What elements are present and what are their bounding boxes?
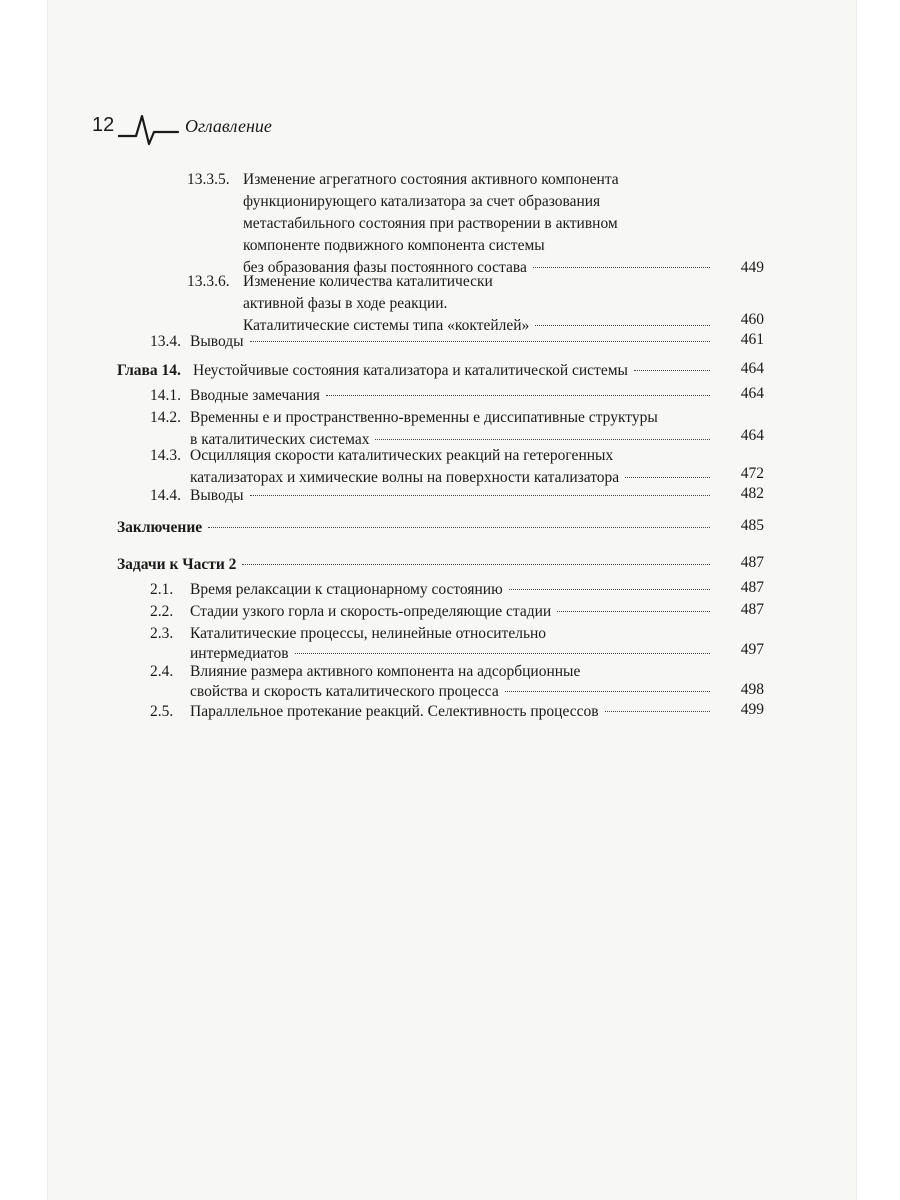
dot-leader <box>505 691 710 692</box>
toc-page-number: 461 <box>740 331 764 348</box>
dot-leader <box>535 325 710 326</box>
toc-entry-number: 14.1. <box>150 387 181 404</box>
dot-leader <box>634 370 710 371</box>
toc-page-number: 464 <box>740 360 764 377</box>
toc-entry-number: 14.4. <box>150 487 181 504</box>
toc-page-number: 487 <box>740 601 764 618</box>
dot-leader <box>250 495 710 496</box>
toc-page-number: 487 <box>740 579 764 596</box>
dot-leader <box>533 267 710 268</box>
toc-entry-title: Осцилляция скорости каталитических реакций на гетерогенных <box>190 447 614 464</box>
toc-entry-title: Выводы <box>190 487 244 504</box>
dot-leader <box>509 589 710 590</box>
toc-entry-number: 2.5. <box>150 703 174 720</box>
toc-entry-title: Изменение количества каталитически <box>243 273 493 290</box>
toc-entry-number: Глава 14. <box>117 362 181 379</box>
dot-leader <box>208 527 710 528</box>
toc-entry-title: Каталитические системы типа «коктейлей» <box>243 317 530 334</box>
toc-entry-title: Временны е и пространственно-временны е диссипативные структуры <box>190 409 658 426</box>
toc-entry-title: Задачи к Части 2 <box>117 556 237 573</box>
toc-entry-number: 14.3. <box>150 447 181 464</box>
toc-entry-title: Выводы <box>190 333 244 350</box>
toc-entry-title: функционирующего катализатора за счет образования <box>243 193 601 210</box>
page-header <box>92 108 392 148</box>
toc-entry-title: Неустойчивые состояния катализатора и каталитической системы <box>193 362 628 379</box>
dot-leader <box>326 395 710 396</box>
toc-page-number: 472 <box>740 465 764 482</box>
toc-entry-number: 2.3. <box>150 625 174 642</box>
toc-page-number: 499 <box>740 701 764 718</box>
toc-page-number: 464 <box>740 427 764 444</box>
heartbeat-pulse-icon <box>118 108 184 148</box>
toc-entry-title: метастабильного состояния при растворении в активном <box>243 215 618 232</box>
toc-page-number: 449 <box>740 259 764 276</box>
toc-entry-title: Время релаксации к стационарному состоянию <box>190 581 503 598</box>
toc-entry-title: катализаторах и химические волны на поверхности катализатора <box>190 469 620 486</box>
dot-leader <box>557 611 710 612</box>
toc-entry-title: свойства и скорость каталитического процесса <box>190 683 499 700</box>
toc-entry-title: без образования фазы постоянного состава <box>243 259 527 276</box>
dot-leader <box>375 439 710 440</box>
toc-page-number: 460 <box>740 311 764 328</box>
toc-page-number: 498 <box>740 681 764 698</box>
toc-entry-title: Изменение агрегатного состояния активного компонента <box>243 171 619 188</box>
toc-entry-title: Вводные замечания <box>190 387 320 404</box>
toc-entry-title: Каталитические процессы, нелинейные относительно <box>190 625 547 642</box>
running-title: Оглавление <box>185 116 272 136</box>
page-number: 12 <box>92 114 115 136</box>
toc-entry-number: 13.3.5. <box>187 171 230 188</box>
toc-entry-title: активной фазы в ходе реакции. <box>243 295 448 312</box>
toc-entry-number: 13.3.6. <box>187 273 230 290</box>
toc-entry-title: в каталитических системах <box>190 431 370 448</box>
toc-entry-title: компоненте подвижного компонента системы <box>243 237 545 254</box>
toc-entry-title: интермедиатов <box>190 645 289 662</box>
toc-entry-number: 2.2. <box>150 603 174 620</box>
toc-entry-title: Заключение <box>117 519 203 536</box>
toc-page-number: 482 <box>740 485 764 502</box>
dot-leader <box>250 341 710 342</box>
dot-leader <box>605 711 710 712</box>
dot-leader <box>242 564 710 565</box>
toc-page-number: 497 <box>740 641 764 658</box>
toc-entry-number: 2.4. <box>150 663 174 680</box>
toc-entry-title: Влияние размера активного компонента на адсорбционные <box>190 663 581 680</box>
dot-leader <box>625 477 710 478</box>
toc-entry-title: Стадии узкого горла и скорость-определяющие стадии <box>190 603 552 620</box>
toc-page-number: 464 <box>740 385 764 402</box>
toc-entry-title: Параллельное протекание реакций. Селективность процессов <box>190 703 599 720</box>
toc-entry-number: 2.1. <box>150 581 174 598</box>
toc-entry-number: 14.2. <box>150 409 181 426</box>
toc-page-number: 487 <box>740 554 764 571</box>
dot-leader <box>295 653 710 654</box>
toc-entry-number: 13.4. <box>150 333 181 350</box>
toc-page-number: 485 <box>740 517 764 534</box>
